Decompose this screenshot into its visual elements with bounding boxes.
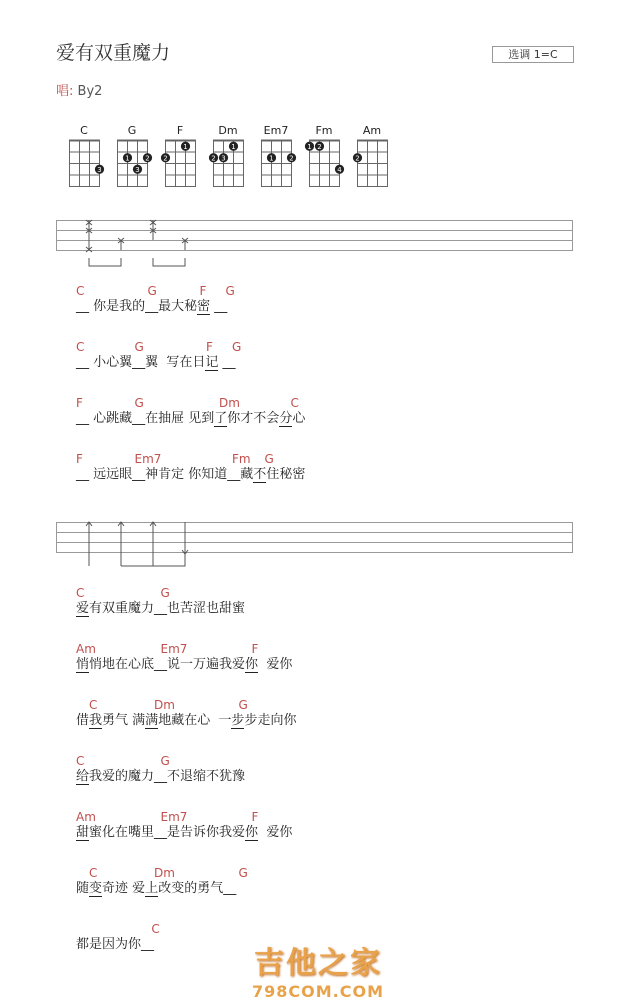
- chord-name: Am: [362, 124, 382, 137]
- chord-diagram-dm: [211, 124, 245, 188]
- chord-label: G: [147, 284, 157, 298]
- strum-pattern-1: [56, 220, 573, 250]
- finger-number: 2: [317, 142, 322, 151]
- chord-diagram-g: [115, 124, 149, 188]
- chord-label: Em7: [160, 810, 188, 824]
- lyric-line: [76, 754, 245, 786]
- chord-diagram-f: [163, 124, 197, 188]
- lyric-segment: 说一万遍我爱: [167, 657, 246, 672]
- chord-name: C: [80, 124, 88, 137]
- chord-label: G: [264, 452, 274, 466]
- chord-name: F: [176, 124, 184, 137]
- finger-number: 2: [355, 154, 360, 163]
- finger-number: 1: [183, 142, 188, 151]
- chord-label: Fm: [232, 452, 251, 466]
- lyric-text: [76, 298, 227, 316]
- lyric-text: [76, 712, 296, 730]
- lyric-segment: 不退缩不犹豫: [167, 769, 246, 784]
- finger-number: 3: [135, 165, 140, 174]
- chord-grid: [355, 138, 389, 188]
- chord-row: [76, 866, 248, 880]
- lyric-accent: 不: [253, 467, 267, 482]
- lyric-segment: 地藏在心 一: [158, 713, 232, 728]
- lyric-segment: 在抽屉 见到: [145, 411, 215, 426]
- lyric-segment: __: [141, 937, 155, 952]
- lyric-line: [76, 340, 242, 372]
- lyric-segment: 藏: [240, 467, 254, 482]
- lyric-line: [76, 284, 235, 316]
- finger-number: 3: [97, 165, 102, 174]
- lyric-segment: __: [154, 601, 168, 616]
- lyric-segment: 是告诉你我爱: [167, 825, 246, 840]
- lyric-accent: 了: [214, 411, 228, 426]
- chord-label: F: [251, 642, 259, 656]
- finger-number: 2: [145, 154, 150, 163]
- chord-label: Em7: [160, 642, 188, 656]
- chord-label: Dm: [154, 698, 175, 712]
- chord-label: F: [206, 340, 213, 354]
- lyric-segment: 心: [292, 411, 306, 426]
- lyric-segment: __: [154, 769, 168, 784]
- lyric-accent: 分: [279, 411, 293, 426]
- chord-row: [76, 754, 245, 768]
- lyric-accent: 爱: [76, 601, 90, 616]
- chord-label: F: [199, 284, 207, 298]
- lyric-text: [76, 656, 292, 674]
- strum-pattern-2-graphic: [56, 522, 573, 572]
- lyric-text: [76, 936, 154, 954]
- chord-row: [76, 586, 245, 600]
- chord-label: C: [76, 754, 85, 768]
- chord-label: C: [290, 396, 299, 410]
- lyric-segment: __: [218, 355, 236, 370]
- chord-row: [76, 698, 296, 712]
- chord-name: Dm: [218, 124, 238, 137]
- lyric-segment: 我爱的魔力: [89, 769, 155, 784]
- chord-label: G: [134, 396, 144, 410]
- lyric-accent: 步: [231, 713, 245, 728]
- lyric-segment: 也苦涩也甜蜜: [167, 601, 246, 616]
- chord-diagram-em7: [259, 124, 293, 188]
- singer-label: 唱:: [56, 84, 74, 99]
- lyric-segment: 蜜化在嘴里: [89, 825, 155, 840]
- chord-row: [76, 284, 235, 298]
- lyric-accent: 满: [145, 713, 159, 728]
- chord-label: C: [76, 586, 85, 600]
- lyric-segment: 勇气 满: [102, 713, 146, 728]
- chord-name: Fm: [315, 124, 333, 137]
- chord-diagram-am: [355, 124, 389, 188]
- lyric-text: [76, 768, 245, 786]
- watermark-logo: [238, 938, 398, 1001]
- lyric-line: [76, 866, 248, 898]
- watermark-url: 798COM.COM: [251, 982, 384, 1001]
- lyric-accent: 给: [76, 769, 90, 784]
- lyric-segment: 借: [76, 713, 90, 728]
- chord-label: F: [76, 452, 83, 466]
- chord-name: G: [127, 124, 137, 137]
- lyric-segment: __: [132, 411, 146, 426]
- lyric-accent: 变: [89, 881, 103, 896]
- chord-label: C: [89, 698, 98, 712]
- lyric-text: [76, 600, 245, 618]
- chord-label: C: [76, 340, 85, 354]
- lyric-line: [76, 922, 160, 954]
- lyric-segment: 步走向你: [244, 713, 297, 728]
- chord-label: C: [151, 922, 160, 936]
- lyric-text: [76, 410, 305, 428]
- lyric-segment: 最大秘: [158, 299, 198, 314]
- lyric-text: [76, 880, 236, 898]
- strum-pattern-2: [56, 522, 573, 552]
- chord-row: [76, 642, 292, 656]
- singer-name: By2: [77, 84, 103, 99]
- lyric-accent: 我: [89, 713, 103, 728]
- lyric-line: [76, 642, 292, 674]
- chord-label: C: [89, 866, 98, 880]
- lyric-line: [76, 452, 305, 484]
- chord-row: [76, 340, 242, 354]
- chord-label: G: [160, 586, 170, 600]
- chord-label: G: [160, 754, 170, 768]
- chord-label: F: [251, 810, 259, 824]
- chord-grid: [259, 138, 293, 188]
- lyric-text: [76, 824, 292, 842]
- lyric-segment: 有双重魔力: [89, 601, 155, 616]
- lyric-accent: 你: [245, 825, 259, 840]
- chord-grid: [163, 138, 197, 188]
- lyric-accent: 记: [205, 355, 219, 370]
- lyric-accent: 密: [197, 299, 211, 314]
- lyric-segment: 你才不会: [227, 411, 280, 426]
- chord-row: [76, 922, 160, 936]
- chord-diagram-c: [67, 124, 101, 188]
- lyric-segment: __: [132, 467, 146, 482]
- lyric-segment: 奇迹 爱: [102, 881, 146, 896]
- lyric-segment: __ 小心翼: [76, 355, 133, 370]
- lyric-segment: __ 远远眼: [76, 467, 133, 482]
- lyric-accent: 悄: [76, 657, 90, 672]
- lyric-accent: 你: [245, 657, 259, 672]
- finger-number: 3: [221, 154, 226, 163]
- lyric-segment: __: [223, 881, 237, 896]
- chord-diagram-fm: [307, 124, 341, 188]
- lyric-segment: 神肯定 你知道: [145, 467, 228, 482]
- lyric-segment: 爱你: [258, 825, 293, 840]
- lyric-segment: __: [210, 299, 228, 314]
- lyric-segment: __: [145, 299, 159, 314]
- finger-number: 2: [289, 154, 294, 163]
- lyric-segment: 住秘密: [266, 467, 306, 482]
- chord-label: Em7: [134, 452, 162, 466]
- key-select[interactable]: 选调 1=C: [492, 46, 574, 63]
- finger-number: 1: [269, 154, 274, 163]
- lyric-segment: __ 心跳藏: [76, 411, 133, 426]
- lyric-segment: 翼 写在日: [145, 355, 206, 370]
- lyric-line: [76, 586, 245, 618]
- chord-label: C: [76, 284, 85, 298]
- lyric-line: [76, 698, 296, 730]
- chord-label: F: [76, 396, 83, 410]
- chord-name: Em7: [263, 124, 289, 137]
- chord-label: G: [232, 340, 242, 354]
- chord-grid: [67, 138, 101, 188]
- chord-label: Dm: [219, 396, 240, 410]
- singer-line: [56, 80, 102, 99]
- lyric-segment: 都是因为你: [76, 937, 142, 952]
- lyric-segment: __: [132, 355, 146, 370]
- lyric-segment: __: [227, 467, 241, 482]
- finger-number: 4: [337, 165, 342, 174]
- finger-number: 2: [211, 154, 216, 163]
- finger-number: 1: [307, 142, 312, 151]
- chord-label: G: [238, 866, 248, 880]
- lyric-segment: 改变的勇气: [158, 881, 224, 896]
- chord-label: G: [225, 284, 235, 298]
- chord-row: [76, 396, 305, 410]
- lyric-segment: 随: [76, 881, 90, 896]
- chord-grid: [211, 138, 245, 188]
- lyric-line: [76, 396, 305, 428]
- chord-grid: [307, 138, 341, 188]
- lyric-segment: 爱你: [258, 657, 293, 672]
- finger-number: 2: [163, 154, 168, 163]
- chord-label: G: [134, 340, 144, 354]
- song-title: 爱有双重魔力: [56, 42, 171, 64]
- lyric-text: [76, 466, 305, 484]
- lyric-segment: __ 你是我的: [76, 299, 146, 314]
- lyric-segment: __: [154, 657, 168, 672]
- finger-number: 1: [125, 154, 130, 163]
- chord-row: [76, 452, 305, 466]
- lyric-accent: 甜: [76, 825, 90, 840]
- lyric-text: [76, 354, 236, 372]
- chord-row: [76, 810, 292, 824]
- lyric-segment: __: [154, 825, 168, 840]
- chord-label: G: [238, 698, 248, 712]
- chord-label: Dm: [154, 866, 175, 880]
- strum-pattern-1-graphic: [56, 220, 573, 270]
- chord-label: Am: [76, 810, 96, 824]
- watermark-main: 吉他之家: [254, 946, 382, 981]
- lyric-line: [76, 810, 292, 842]
- lyric-accent: 上: [145, 881, 159, 896]
- lyric-segment: 悄地在心底: [89, 657, 155, 672]
- chord-grid: [115, 138, 149, 188]
- finger-number: 1: [231, 142, 236, 151]
- chord-label: Am: [76, 642, 96, 656]
